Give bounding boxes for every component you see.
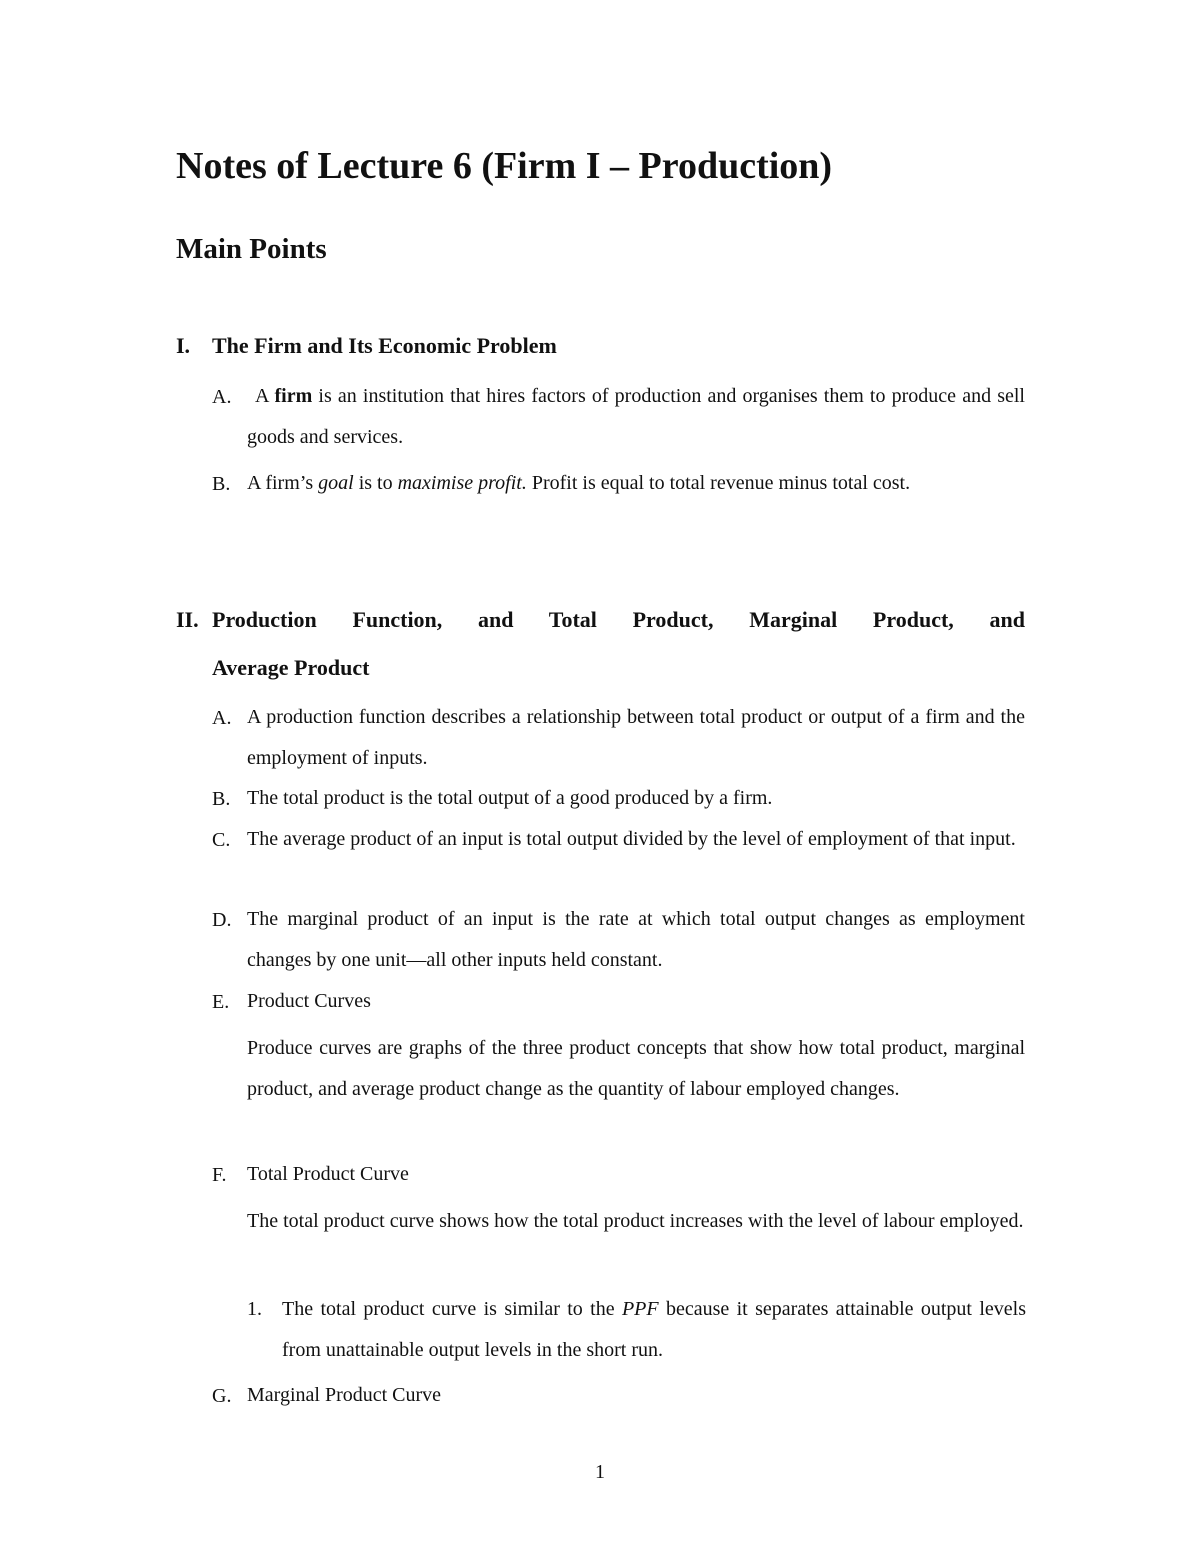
- page-number: 1: [595, 1461, 605, 1483]
- section-2-item-d-text: The marginal product of an input is the rate at which total output changes as employment changes by one unit—all other inputs held constant.: [247, 908, 1025, 971]
- section-2-item-f-sub-1-text: The total product curve is similar to the PPF because it separates attainable output levels from unattainable output levels in the short run.: [282, 1298, 1026, 1361]
- document-title: Notes of Lecture 6 (Firm I – Production): [176, 145, 833, 187]
- section-2-item-g-letter: G.: [212, 1385, 232, 1407]
- section-1-item-a-letter: A.: [212, 386, 232, 408]
- section-1-item-a-text: A firm is an institution that hires factors of production and organises them to produce and sell goods and services.: [247, 385, 1025, 448]
- term-firm: firm: [274, 385, 313, 407]
- section-2-item-c-letter: C.: [212, 829, 231, 851]
- section-2-item-a-letter: A.: [212, 707, 232, 729]
- section-2-heading-line-2: Average Product: [212, 655, 370, 680]
- section-2-item-a-text: A production function describes a relationship between total product or output of a firm and the employment of inputs.: [247, 706, 1025, 769]
- section-1-item-b-text: A firm’s goal is to maximise profit. Profit is equal to total revenue minus total cost.: [247, 472, 911, 494]
- section-2-item-b-letter: B.: [212, 788, 231, 810]
- section-1-item-b-letter: B.: [212, 473, 231, 495]
- section-2-item-f-text: Total Product Curve: [247, 1163, 409, 1185]
- section-2-item-e-text: Product Curves: [247, 990, 371, 1012]
- emphasis-maximise-profit: maximise profit.: [397, 472, 527, 494]
- section-2-item-b-text: The total product is the total output of a good produced by a firm.: [247, 787, 773, 809]
- section-1-number: I.: [176, 333, 191, 358]
- section-2-item-d-letter: D.: [212, 909, 232, 931]
- section-1-heading: The Firm and Its Economic Problem: [212, 333, 557, 358]
- emphasis-ppf: PPF: [621, 1298, 659, 1320]
- section-2-item-e-paragraph: Produce curves are graphs of the three product concepts that show how total product, marginal product, and average product change as the quantity of labour employed changes.: [247, 1037, 1025, 1100]
- emphasis-goal: goal: [318, 472, 354, 494]
- section-2-item-e-letter: E.: [212, 991, 230, 1013]
- section-2-item-g-text: Marginal Product Curve: [247, 1384, 442, 1406]
- section-2-heading-line-1: Production Function, and Total Product, Marginal Product, and: [212, 607, 1025, 632]
- section-2-item-c-text: The average product of an input is total output divided by the level of employment of that input.: [247, 828, 1016, 850]
- section-2-item-f-sub-1-number: 1.: [247, 1298, 262, 1320]
- section-2-number: II.: [176, 607, 199, 632]
- section-2-item-f-letter: F.: [212, 1164, 227, 1186]
- section-2-item-f-paragraph: The total product curve shows how the total product increases with the level of labour employed.: [247, 1210, 1024, 1232]
- document-subtitle: Main Points: [176, 233, 327, 265]
